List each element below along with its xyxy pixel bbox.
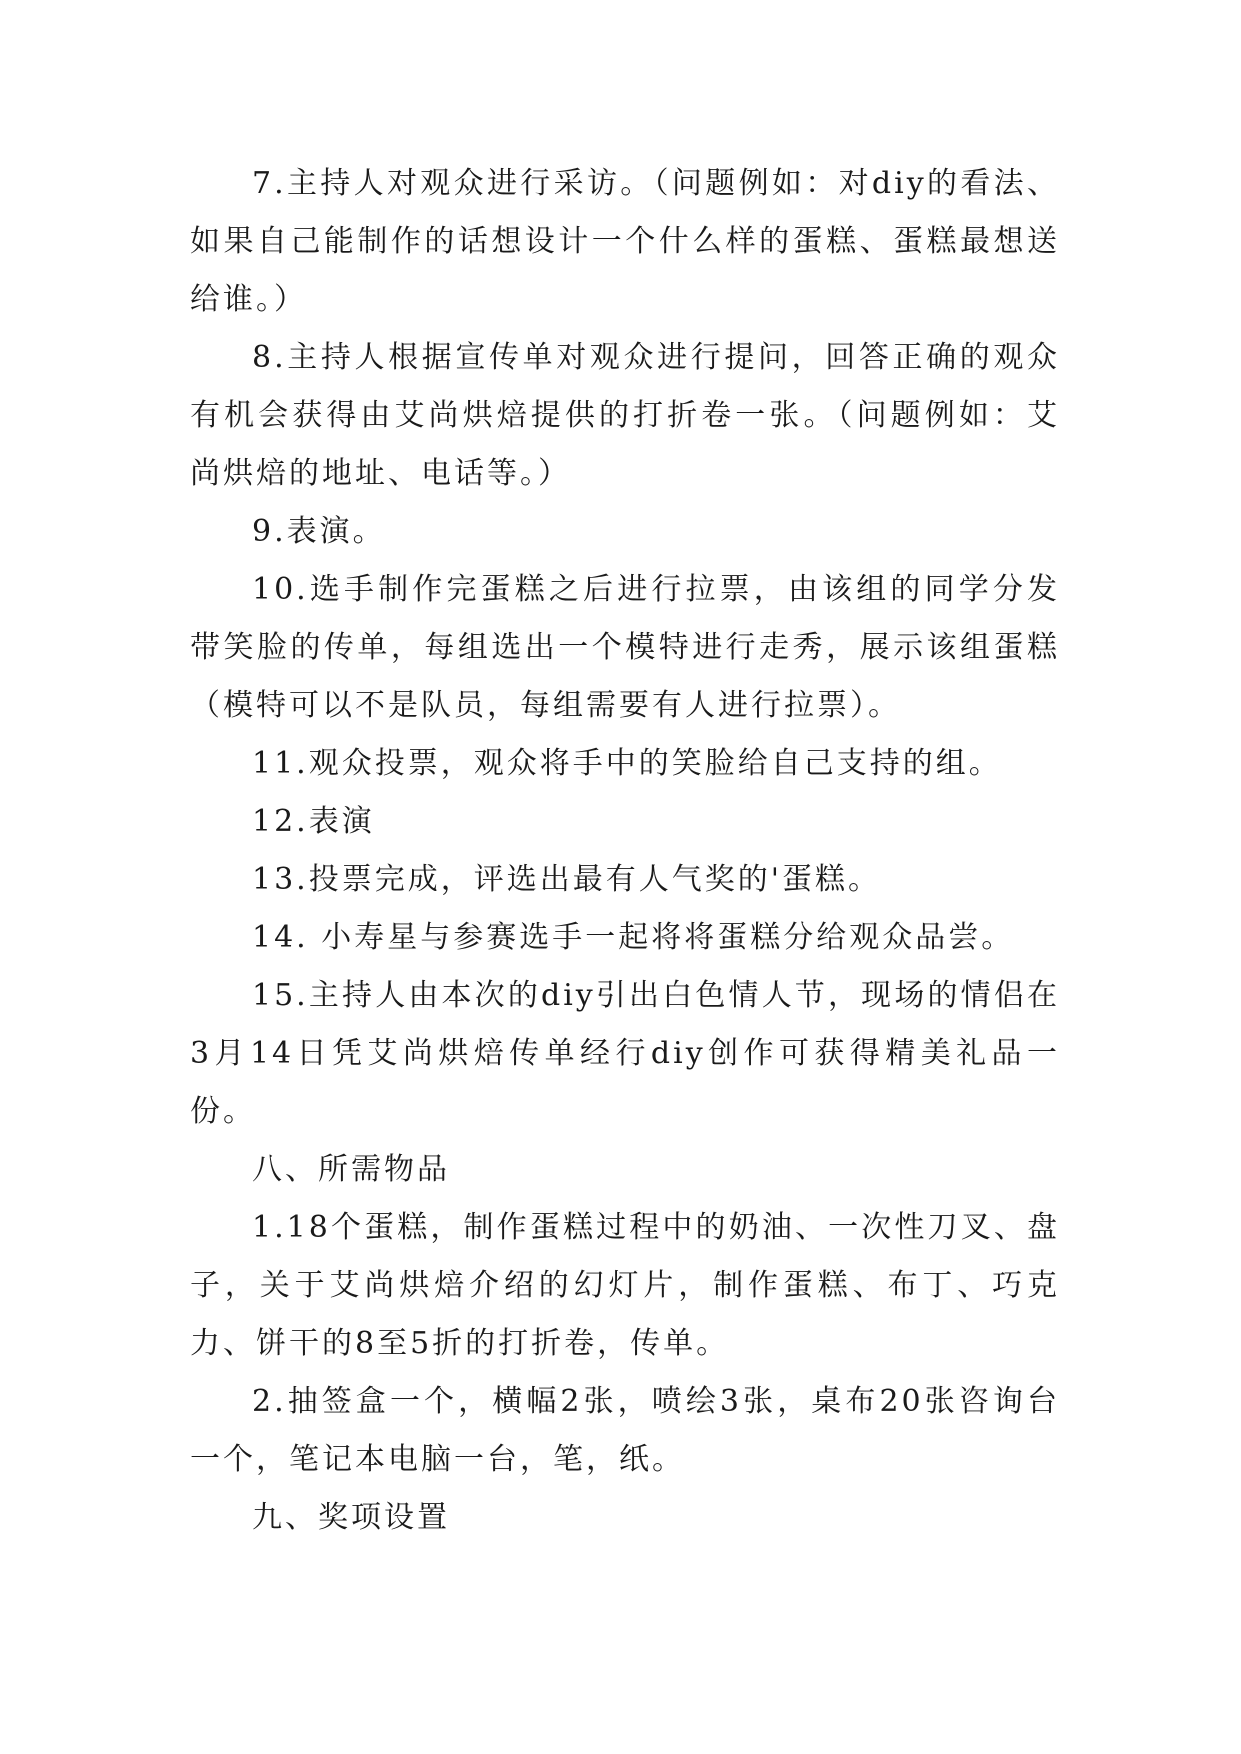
paragraph-item-15: 15.主持人由本次的diy引出白色情人节，现场的情侣在3月14日凭艾尚烘焙传单经行diy创作可获得精美礼品一份。 xyxy=(190,978,1060,1129)
paragraph-item-12: 12.表演 xyxy=(252,804,375,839)
section-heading-awards: 九、奖项设置 xyxy=(252,1500,450,1535)
document-body xyxy=(190,155,1060,1547)
required-item-1: 1.18个蛋糕，制作蛋糕过程中的奶油、一次性刀叉、盘子，关于艾尚烘焙介绍的幻灯片，制作蛋糕、布丁、巧克力、饼干的8至5折的打折卷，传单。 xyxy=(190,1210,1060,1361)
paragraph-item-9: 9.表演。 xyxy=(252,514,386,549)
paragraph-item-7: 7.主持人对观众进行采访。（问题例如：对diy的看法、如果自己能制作的话想设计一个什么样的蛋糕、蛋糕最想送给谁。） xyxy=(190,166,1060,317)
required-item-2: 2.抽签盒一个，横幅2张，喷绘3张，桌布20张咨询台一个，笔记本电脑一台，笔，纸。 xyxy=(190,1384,1060,1477)
paragraph-item-13: 13.投票完成，评选出最有人气奖的'蛋糕。 xyxy=(252,862,881,897)
paragraph-item-10: 10.选手制作完蛋糕之后进行拉票，由该组的同学分发带笑脸的传单，每组选出一个模特进行走秀，展示该组蛋糕（模特可以不是队员，每组需要有人进行拉票）。 xyxy=(190,572,1060,723)
paragraph-item-14: 14. 小寿星与参赛选手一起将将蛋糕分给观众品尝。 xyxy=(252,920,1015,955)
paragraph-item-8: 8.主持人根据宣传单对观众进行提问，回答正确的观众有机会获得由艾尚烘焙提供的打折卷一张。（问题例如：艾尚烘焙的地址、电话等。） xyxy=(190,340,1060,491)
paragraph-item-11: 11.观众投票，观众将手中的笑脸给自己支持的组。 xyxy=(252,746,1002,781)
section-heading-required-items: 八、所需物品 xyxy=(252,1152,450,1187)
